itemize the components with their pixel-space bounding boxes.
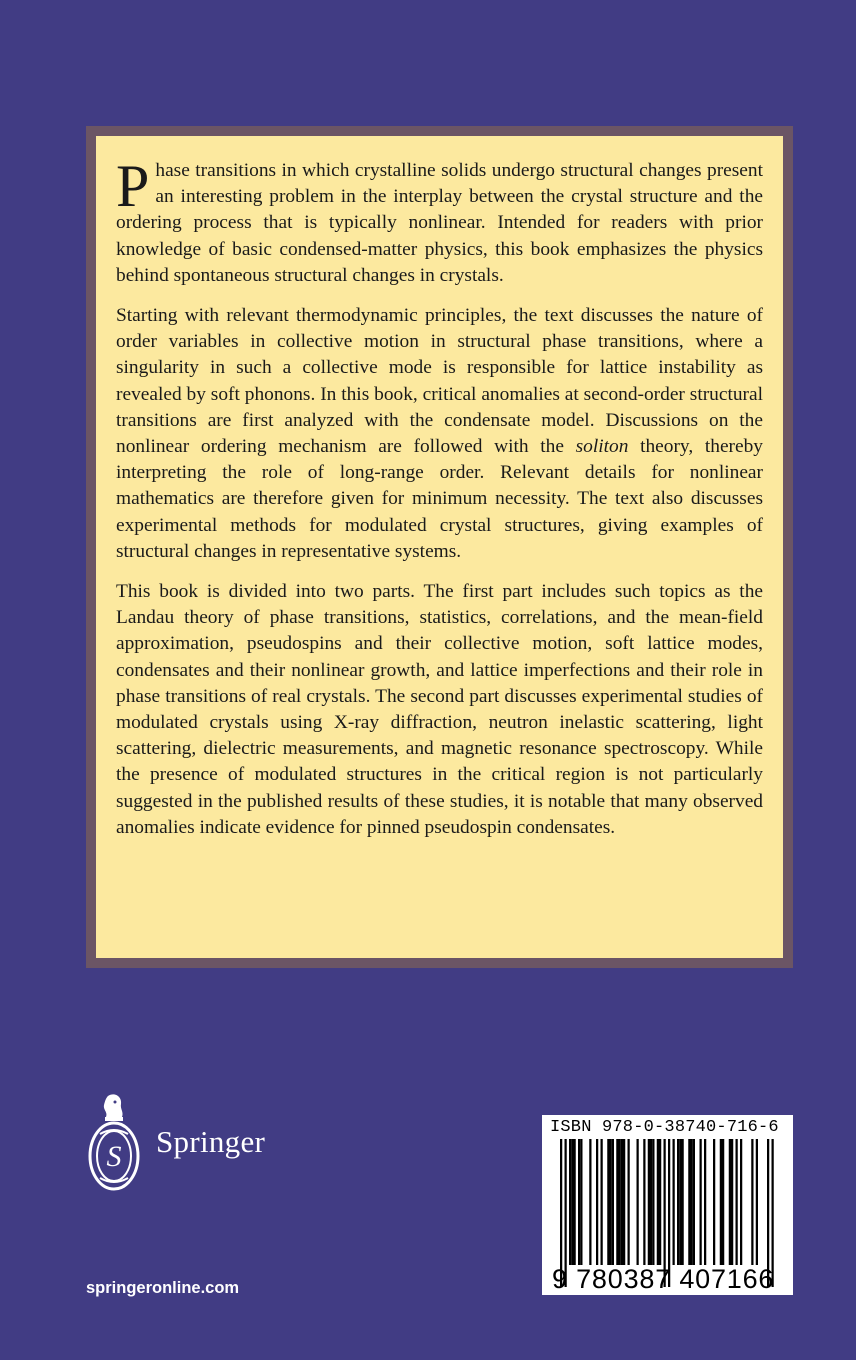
- barcode-bar: [659, 1139, 661, 1265]
- barcode-bar: [713, 1139, 715, 1265]
- barcode-bar: [704, 1139, 706, 1265]
- barcode-bar: [729, 1139, 731, 1265]
- barcode-bar: [619, 1139, 621, 1265]
- barcode-bar: [679, 1139, 681, 1265]
- barcode-bar: [736, 1139, 738, 1265]
- blurb-paragraph-1-text: hase transitions in which crystalline solids undergo structural changes present an interesting problem in the interplay between the crystal structure and the ordering process that is typically nonlinear. Intended for readers with prior knowledge of basic condensed-matter physics, this book emphasizes the physics behind spontaneous structural changes in crystals.: [116, 160, 763, 286]
- barcode-bar: [616, 1139, 618, 1265]
- barcode-bar: [751, 1139, 753, 1265]
- blurb-paragraph-3: This book is divided into two parts. The first part includes such topics as the Landau theory of phase transitions, statistics, correlations, and the mean-field approximation, pseudospins and their collective motion, soft lattice modes, condensates and their nonlinear growth, and lattice imperfections and their role in phase transitions of real crystals. The second part discusses experimental studies of modulated crystals using X-ray diffraction, neutron inelastic scattering, light scattering, dielectric measurements, and magnetic resonance spectroscopy. While the presence of modulated structures in the critical region is not particularly suggested in the published results of these studies, it is notable that many observed anomalies indicate evidence for pinned pseudospin condensates.: [116, 581, 763, 838]
- publisher-name: Springer: [156, 1124, 266, 1159]
- barcode-bar: [652, 1139, 654, 1265]
- ean-digits: 9 780387 407166: [552, 1264, 775, 1294]
- barcode-bar: [673, 1139, 675, 1265]
- springer-logo[interactable]: [86, 1090, 265, 1194]
- barcode-bar: [612, 1139, 614, 1265]
- blurb-paragraph-1: [116, 153, 763, 289]
- isbn-label: ISBN 978-0-38740-716-6: [550, 1118, 779, 1137]
- barcode-bar: [650, 1139, 652, 1265]
- barcode-bar: [607, 1139, 609, 1265]
- barcode-bar: [657, 1139, 659, 1265]
- barcode-bar: [731, 1139, 733, 1265]
- barcode-bar: [610, 1139, 612, 1265]
- drop-cap: P: [116, 153, 150, 219]
- barcode-bar: [691, 1139, 693, 1265]
- barcode-bar: [596, 1139, 598, 1265]
- barcode-bar: [637, 1139, 639, 1265]
- barcode-bar: [682, 1139, 684, 1265]
- barcode-bar: [700, 1139, 702, 1265]
- blurb-paragraph-2-start: Starting with relevant thermodynamic principles, the text discusses the nature of order variables in collective motion in structural phase transitions, where a singularity in such a collective mode is responsible for lattice instability as revealed by soft phonons. In this book, critical anomalies at second-order structural transitions are first analyzed with the condensate model. Discussions on the nonlinear ordering mechanism are followed with the: [116, 305, 763, 458]
- barcode: [542, 1115, 793, 1295]
- barcode-bar: [722, 1139, 724, 1265]
- blurb-paragraph-2-end: theory, thereby interpreting the role of long-range order. Relevant details for nonlinear mathematics are therefore given for minimum necessity. The text also discusses experimental methods for modulated crystal structures, giving examples of structural changes in representative systems.: [116, 436, 764, 562]
- barcode-bar: [571, 1139, 573, 1265]
- barcode-bar: [756, 1139, 758, 1265]
- barcode-bar: [621, 1139, 623, 1265]
- barcode-bar: [677, 1139, 679, 1265]
- svg-text:S: S: [106, 1140, 122, 1173]
- barcode-bar: [740, 1139, 742, 1265]
- barcode-bar: [580, 1139, 582, 1265]
- barcode-bar: [574, 1139, 576, 1265]
- barcode-bar: [589, 1139, 591, 1265]
- barcode-bar: [688, 1139, 690, 1265]
- blurb-panel: [96, 136, 783, 958]
- barcode-bar: [569, 1139, 571, 1265]
- barcode-bar: [578, 1139, 580, 1265]
- blurb-frame: [86, 126, 793, 968]
- barcode-bar: [628, 1139, 630, 1265]
- barcode-bar: [623, 1139, 625, 1265]
- barcode-bar: [720, 1139, 722, 1265]
- barcode-bar: [601, 1139, 603, 1265]
- barcode-bar: [693, 1139, 695, 1265]
- barcode-bar: [648, 1139, 650, 1265]
- blurb-paragraph-2: [116, 303, 763, 565]
- website-link[interactable]: springeronline.com: [86, 1279, 240, 1297]
- knight-chess-piece-icon: [86, 1090, 142, 1194]
- barcode-bar: [643, 1139, 645, 1265]
- soliton-term: soliton: [575, 436, 629, 458]
